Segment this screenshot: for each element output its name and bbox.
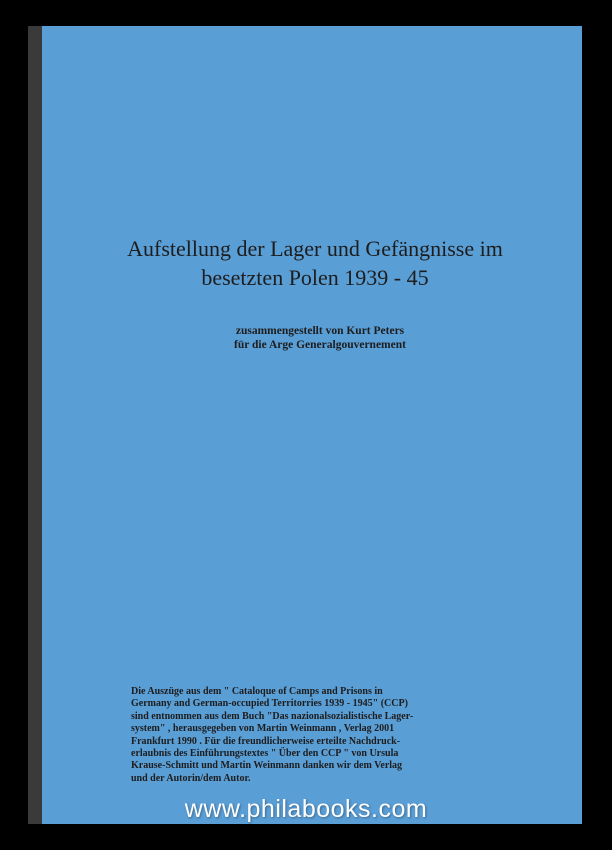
copyright-notice (131, 686, 493, 785)
cover-title (100, 234, 530, 292)
notice-line-8: und der Autorin/dem Autor. (131, 772, 251, 784)
watermark-text: www.philabooks.com (184, 795, 428, 823)
notice-line-1: Die Auszüge aus dem " Cataloque of Camps and Prisons in (131, 686, 383, 697)
notice-line-3: sind entnommen aus dem Buch "Das nazionalsozialistische Lager- (131, 710, 414, 722)
notice-line-4: system" , herausgegeben von Martin Weinmann , Verlag 2001 (131, 723, 395, 735)
cover-title-line-1: Aufstellung der Lager und Gefängnisse im (127, 236, 503, 261)
notice-line-7: Krause-Schmitt und Martin Weinmann danken wir dem Verlag (131, 760, 403, 772)
subtitle-line-2: für die Arge Generalgouvernement (234, 339, 406, 351)
notice-line-5: Frankfurt 1990 . Für die freundlicherweise erteilte Nachdruck- (131, 735, 401, 747)
subtitle-line-1: zusammengestellt von Kurt Peters (235, 325, 405, 337)
cover-subtitle (160, 324, 480, 352)
booklet-spine (28, 26, 42, 824)
notice-line-6: erlaubnis des Einführungstextes " Über den CCP " von Ursula (131, 748, 399, 760)
cover-title-line-2: besetzten Polen 1939 - 45 (201, 265, 429, 290)
notice-line-2: Germany and German-occupied Territorries 1939 - 1945" (CCP) (131, 698, 408, 710)
